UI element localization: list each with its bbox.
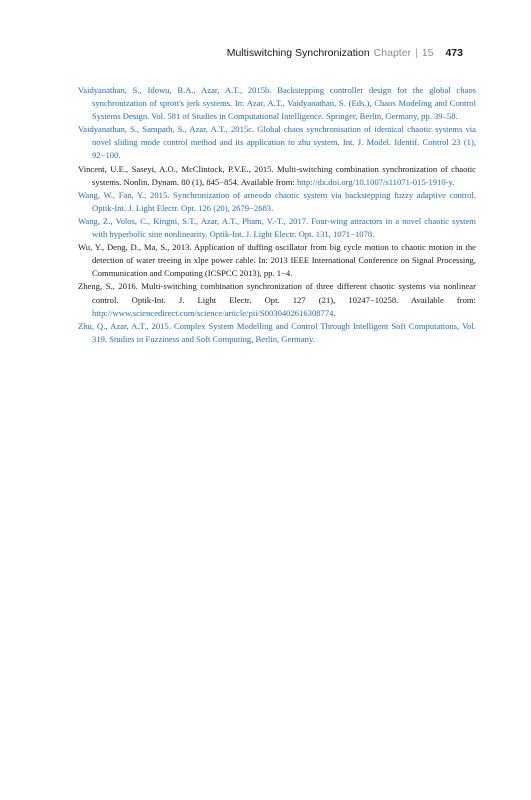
reference-text[interactable]: Zhu, Q., Azar, A.T., 2015. Complex System Modelling and Control Through Intelligent Soft Computations, Vol. 319. Studies in Fuzziness and Soft Computing, Berlin, Germany. [78,320,476,344]
running-head [227,47,463,59]
reference-list [78,84,476,346]
reference-text[interactable]: Vaidyanathan, S., Idowu, B.A., Azar, A.T., 2015b. Backstepping controller design for the global chaos synchronization of sprott's jerk systems. In: Azar, A.T., Vaidyanathan, S. (Eds.), Chaos Modeling and Control Systems Design. Vol. 581 of Studies in Computational Intelligence. Springer, Berlin, Germany, pp. 39–58. [78,85,476,122]
reference-text[interactable]: Vaidyanathan, S., Sampath, S., Azar, A.T., 2015c. Global chaos synchronisation of identical chaotic systems via novel sliding mode control method and its application to zhu system. Int. J. Model. Identif. Control 23 (1), 92−100. [78,124,476,161]
page-number: 473 [445,47,463,59]
reference-text: Wu, Y., Deng, D., Ma, S., 2013. Application of duffing oscillator from big cycle motion to chaotic motion in the detection of water treeing in xlpe power cable. In: 2013 IEEE International Conference on Signal Processing, Communication and Computing (ICSPCC 2013), pp. 1−4. [78,242,476,279]
reference-item[interactable] [78,189,476,215]
chapter-label: Chapter [373,47,412,59]
running-head-title: Multiswitching Synchronization [226,47,370,59]
reference-item[interactable] [78,84,476,123]
doi-link[interactable]: http://dx.doi.org/10.1007/s11071-015-1910-y. [296,176,455,187]
reference-item[interactable] [78,320,476,346]
reference-text[interactable]: Wang, Z., Volos, C., Kingni, S.T., Azar, A.T., Pham, V.-T., 2017. Four-wing attractors in a novel chaotic system with hyperbolic sine nonlinearity. Optik-Int. J. Light Electr. Opt. 131, 1071−1078. [78,215,476,240]
reference-item [78,280,476,319]
reference-item [78,241,476,280]
article-link[interactable]: http://www.sciencedirect.com/science/article/pii/S0030402616308774. [92,307,336,318]
reference-item [78,163,476,189]
header-separator: | [415,47,418,59]
chapter-number: 15 [421,47,434,59]
reference-text: Vincent, U.E., Saseyi, A.O., McClintock, P.V.E., 2015. Multi-switching combination synchronization of chaotic systems. Nonlin. Dynam. 80 (1), 845−854. Available from: [78,163,476,187]
reference-item[interactable] [78,215,476,241]
reference-item[interactable] [78,123,476,162]
reference-text[interactable]: Wang, W., Fan, Y., 2015. Synchronization of arneodo chaotic system via backstepping fuzzy adaptive control. Optik-Int. J. Light Electr. Opt. 126 (20), 2679−2683. [78,189,476,213]
reference-text: Zheng, S., 2016. Multi-switching combination synchronization of three different chaotic systems via nonlinear control. Optik-Int. J. Light Electr. Opt. 127 (21), 10247−10258. Available from: [78,281,476,305]
